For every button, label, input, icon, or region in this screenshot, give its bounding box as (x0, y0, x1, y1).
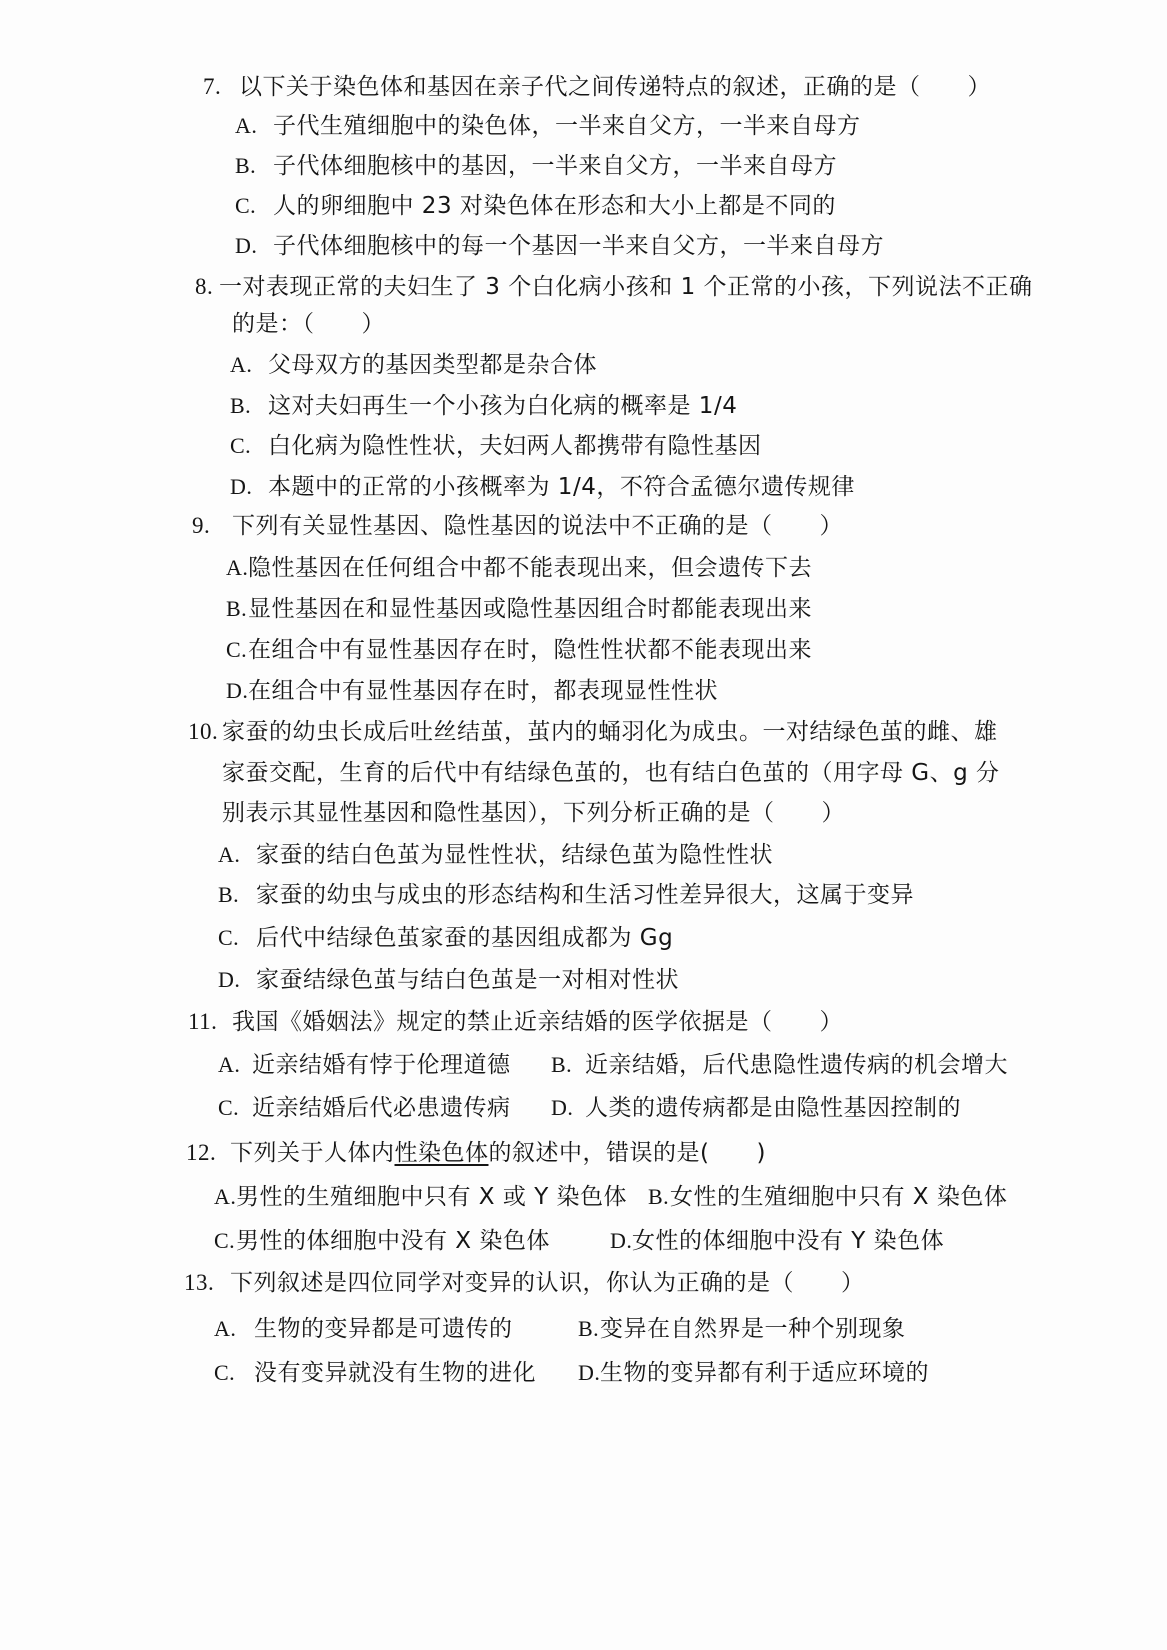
option-text: 这对夫妇再生一个小孩为白化病的概率是 1/4 (268, 393, 738, 419)
option-text: 后代中结绿色茧家蚕的基因组成都为 Gg (256, 925, 674, 951)
option-d (218, 965, 679, 995)
option-c (230, 431, 762, 461)
option-text: 显性基因在和显性基因或隐性基因组合时都能表现出来 (248, 596, 812, 622)
option-label: B. (578, 1316, 600, 1341)
question-number: 13. (184, 1270, 215, 1295)
question-stem (188, 717, 998, 747)
option-d (226, 676, 718, 706)
option-a (235, 111, 861, 141)
option-d (551, 1093, 961, 1123)
option-b (226, 594, 812, 624)
question-text-pre: 下列关于人体内 (230, 1140, 395, 1166)
question-stem (192, 511, 843, 541)
question-text: 以下关于染色体和基因在亲子代之间传递特点的叙述，正确的是（ ） (239, 74, 991, 100)
option-b (648, 1182, 1007, 1212)
option-label: A. (235, 113, 258, 138)
option-label: D. (551, 1095, 574, 1120)
option-text: 男性的生殖细胞中只有 X 或 Y 染色体 (236, 1184, 628, 1210)
option-d (610, 1226, 944, 1256)
option-a (214, 1182, 627, 1212)
option-text: 子代生殖细胞中的染色体，一半来自父方，一半来自母方 (273, 113, 861, 139)
option-label: C. (226, 637, 248, 662)
option-text: 本题中的正常的小孩概率为 1/4，不符合孟德尔遗传规律 (268, 474, 855, 500)
question-text-post: 的叙述中，错误的是( ) (488, 1140, 766, 1166)
option-label: B. (551, 1052, 573, 1077)
option-label: A. (230, 352, 253, 377)
option-d (230, 472, 855, 502)
question-stem (195, 272, 1033, 302)
option-a (230, 350, 597, 380)
option-label: A. (214, 1316, 237, 1341)
option-c (218, 1093, 511, 1123)
question-stem (186, 1138, 766, 1168)
option-b (578, 1314, 906, 1344)
option-a (226, 553, 812, 583)
option-text: 人类的遗传病都是由隐性基因控制的 (585, 1095, 961, 1121)
option-label: A. (218, 1052, 241, 1077)
option-b (551, 1050, 1008, 1080)
question-number: 7. (203, 74, 222, 99)
option-d (578, 1358, 929, 1388)
question-stem (188, 1007, 843, 1037)
option-label: A. (218, 842, 241, 867)
option-label: C. (218, 925, 240, 950)
option-c (226, 635, 812, 665)
option-a (218, 1050, 511, 1080)
question-number: 11. (188, 1009, 218, 1034)
option-label: A. (226, 555, 249, 580)
option-text: 近亲结婚后代必患遗传病 (252, 1095, 511, 1121)
option-label: D. (610, 1228, 633, 1253)
option-text: 男性的体细胞中没有 X 染色体 (236, 1228, 550, 1254)
question-text: 下列叙述是四位同学对变异的认识，你认为正确的是（ ） (230, 1270, 865, 1296)
option-text: 近亲结婚，后代患隐性遗传病的机会增大 (585, 1052, 1008, 1078)
option-label: B. (230, 393, 252, 418)
option-text: 变异在自然界是一种个别现象 (600, 1316, 906, 1342)
option-text: 家蚕结绿色茧与结白色茧是一对相对性状 (256, 967, 679, 993)
option-label: D. (578, 1360, 601, 1385)
question-stem (203, 72, 991, 102)
option-label: D. (218, 967, 241, 992)
option-b (230, 391, 737, 421)
option-label: D. (235, 233, 258, 258)
question-number: 10. (188, 719, 219, 744)
option-text: 女性的体细胞中没有 Y 染色体 (632, 1228, 945, 1254)
question-stem-continued: 的是：（ ） (232, 311, 385, 337)
option-text: 生物的变异都是可遗传的 (254, 1316, 513, 1342)
option-label: C. (214, 1360, 236, 1385)
option-text: 近亲结婚有悖于伦理道德 (252, 1052, 511, 1078)
option-text: 生物的变异都有利于适应环境的 (600, 1360, 929, 1386)
option-label: B. (218, 882, 240, 907)
option-b (235, 151, 837, 181)
option-label: A. (214, 1184, 237, 1209)
option-c (214, 1226, 550, 1256)
question-stem-continued: 家蚕交配，生育的后代中有结绿色茧的，也有结白色茧的（用字母 G、g 分 (222, 760, 1000, 786)
option-label: C. (230, 433, 252, 458)
option-text: 家蚕的结白色茧为显性性状，结绿色茧为隐性性状 (256, 842, 773, 868)
option-d (235, 231, 884, 261)
option-a (218, 840, 773, 870)
option-text: 父母双方的基因类型都是杂合体 (268, 352, 597, 378)
option-label: B. (235, 153, 257, 178)
option-text: 女性的生殖细胞中只有 X 染色体 (670, 1184, 1008, 1210)
question-stem-continued-2: 别表示其显性基因和隐性基因），下列分析正确的是（ ） (222, 800, 845, 826)
option-label: C. (235, 193, 257, 218)
question-number: 8. (195, 274, 214, 299)
option-c (235, 191, 836, 221)
question-stem (184, 1268, 865, 1298)
option-b (218, 880, 914, 910)
option-label: C. (214, 1228, 236, 1253)
underlined-term: 性染色体 (394, 1140, 489, 1166)
option-text: 隐性基因在任何组合中都不能表现出来，但会遗传下去 (248, 555, 812, 581)
question-number: 9. (192, 513, 211, 538)
option-text: 子代体细胞核中的基因，一半来自父方，一半来自母方 (273, 153, 837, 179)
option-label: C. (218, 1095, 240, 1120)
option-label: B. (648, 1184, 670, 1209)
option-label: B. (226, 596, 248, 621)
option-label: D. (230, 474, 253, 499)
option-text: 白化病为隐性性状，夫妇两人都携带有隐性基因 (268, 433, 762, 459)
option-text: 人的卵细胞中 23 对染色体在形态和大小上都是不同的 (273, 193, 836, 219)
option-text: 没有变异就没有生物的进化 (254, 1360, 536, 1386)
option-c (218, 923, 673, 953)
option-a (214, 1314, 513, 1344)
question-number: 12. (186, 1140, 217, 1165)
question-text: 下列有关显性基因、隐性基因的说法中不正确的是（ ） (232, 513, 843, 539)
question-text: 我国《婚姻法》规定的禁止近亲结婚的医学依据是（ ） (232, 1009, 843, 1035)
option-text: 在组合中有显性基因存在时，隐性性状都不能表现出来 (248, 637, 812, 663)
question-text: 家蚕的幼虫长成后吐丝结茧，茧内的蛹羽化为成虫。一对结绿色茧的雌、雄 (222, 719, 998, 745)
question-text: 一对表现正常的夫妇生了 3 个白化病小孩和 1 个正常的小孩，下列说法不正确 (219, 274, 1033, 300)
option-text: 家蚕的幼虫与成虫的形态结构和生活习性差异很大，这属于变异 (256, 882, 914, 908)
option-label: D. (226, 678, 249, 703)
option-c (214, 1358, 536, 1388)
option-text: 子代体细胞核中的每一个基因一半来自父方，一半来自母方 (273, 233, 884, 259)
option-text: 在组合中有显性基因存在时，都表现显性性状 (248, 678, 718, 704)
